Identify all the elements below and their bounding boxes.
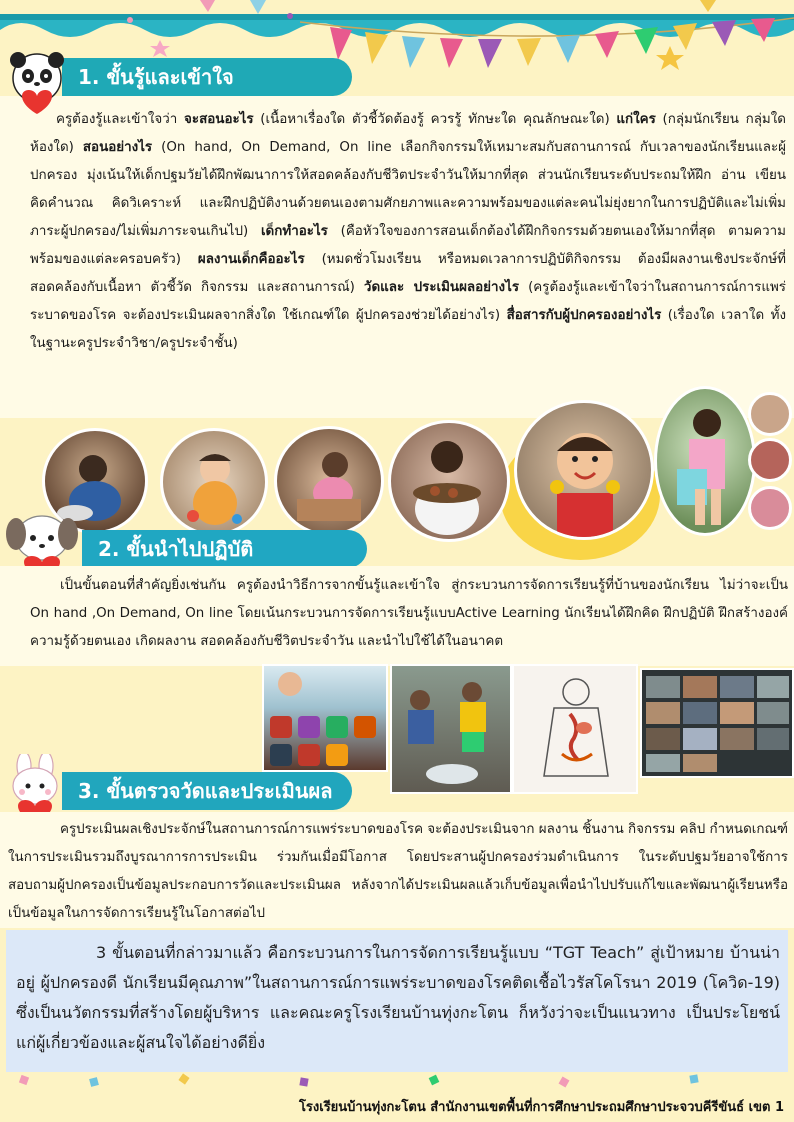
footer-school-name: โรงเรียนบ้านทุ่งกะโตน สำนักงานเขตพื้นที่การศึกษาประถมศึกษาประจวบคีรีขันธ์ เขต 1 [298,1100,784,1115]
keyword-communicate-parents: สื่อสารกับผู้ปกครองอย่างไร [506,308,662,323]
section-2-paragraph [30,572,788,656]
text-run: ครูต้องรู้และเข้าใจว่า [56,112,185,127]
text-run: (กลุ่มนักเรียน กลุ่มใด ห้องใด) [30,112,786,155]
girl-cooking-photo [388,420,510,542]
text-run: (On hand, On Demand, On line เลือกกิจกรรมให้เหมาะสมกับสถานการณ์ กับเวลาของนักเรียนและผู้ปกครอง มุ่งเน้นให้เด็กปฐมวัยได้ฝึกพัฒนาการให้สอดคล้องกับชีวิตประจำวันให้มากที่สุด ส่วนนักเรียนระดับประถมให้ฝึก อ่าน เขียน คิดคำนวณ คิดวิเคราะห์ และฝึกปฏิบัติงานด้วยตนเองตามศักยภาพและความพร้อมของแต่ละคนไม่ยุ่งยากในการปฏิบัติและไม่เพิ่มภาระผู้ปกครอง/ไม่เพิ่มภาระจนเกินไป) [30,140,786,239]
keyword-assessment: วัดและ ประเมินผลอย่างไร [363,280,520,295]
child-small-photo-2 [748,438,792,482]
section-3-header [62,772,352,810]
text-run: (ครูต้องรู้และเข้าใจว่าในสถานการณ์การแพร่ระบาดของโรค จะต้องประเมินผลจากสิ่งใด ใช้เกณฑ์ใด ผู้ปกครองช่วยได้อย่างไร) [30,280,786,323]
keyword-how-to-teach: สอนอย่างไร [82,140,153,155]
section-1-header [62,58,352,96]
text-run: (คือหัวใจของการสอนเด็กต้องได้ฝึกกิจกรรมด้วยตนเองให้มากที่สุด ตามความพร้อมของแต่ละครอบครัว) [30,224,786,267]
child-small-photo-1 [748,392,792,436]
text-run: เป็นขั้นตอนที่สำคัญยิ่งเช่นกัน ครูต้องนำวิธีการจากขั้นรู้และเข้าใจ สู่กระบวนการจัดการเรียนรู้ที่บ้านของนักเรียน ไม่ว่าจะเป็น On hand ,On Demand, On line โดยเน้นกระบวนการจัดการเรียนรู้แบบActive Learning นักเรียนได้ฝึกคิด ฝึกปฏิบัติ ฝึกสร้างองค์ความรู้ด้วยตนเอง เกิดผลงาน สอดคล้องกับชีวิตประจำวัน และนำไปใช้ได้ในอนาคต [30,578,788,649]
keyword-what-to-teach: จะสอนอะไร [184,112,254,127]
toddler-playing-photo [160,428,268,536]
online-class-screen-photo [640,668,794,778]
child-writing-photo [274,426,384,536]
keyword-to-whom: แก่ใคร [616,112,656,127]
section-1-title: 1. ขั้นรู้และเข้าใจ [78,65,234,89]
text-run: (เนื้อหาเรื่องใด ตัวชี้วัดต้องรู้ ควรรู้ ทักษะใด คุณลักษณะใด) [253,112,617,127]
text-run: ครูประเมินผลเชิงประจักษ์ในสถานการณ์การแพร่ระบาดของโรค จะต้องประเมินจาก ผลงาน ชิ้นงาน กิจกรรม คลิป กำหนดเกณฑ์ในการประเมินรวมถึงบูรณาการการประเมิน ร่วมกันเมื่อมีโอกาส โดยประสานผู้ปกครองร่วมดำเนินการ ในระดับปฐมวัยอาจใช้การสอบถามผู้ปกครองเป็นข้อมูลประกอบการวัดและประเมินผล หลังจากได้ประเมินผลแล้วเก็บข้อมูลเพื่อนำไปปรับแก้ไขและพัฒนาผู้เรียนหรือเป็นข้อมูลในการจัดการเรียนรู้ในโอกาสต่อไป [8,822,788,921]
section-2-header [82,530,367,568]
keyword-what-child-does: เด็กทำอะไร [260,224,328,239]
bottom-confetti-strip [0,1072,794,1090]
summary-box [6,930,788,1082]
section-2-title: 2. ขั้นนำไปปฏิบัติ [98,537,254,561]
section-3-title: 3. ขั้นตรวจวัดและประเมินผล [78,779,333,803]
text-run: (เรื่องใด เวลาใด ทั้งในฐานะครูประจำวิชา/ครูประจำชั้น) [30,308,786,351]
human-body-diagram-photo [512,664,638,794]
section-3-paragraph [8,816,788,928]
child-small-photo-3 [748,486,792,530]
keyword-child-output: ผลงานเด็กคืออะไร [197,252,305,267]
text-run: (หมดชั่วโมงเรียน หรือหมดเวลาการปฏิบัติกิจกรรม ต้องมีผลงานเชิงประจักษ์ที่สอดคล้องกับเนื้อหา ตัวชี้วัด กิจกรรม และสถานการณ์) [30,252,786,295]
section-1-paragraph [30,106,786,358]
summary-text: 3 ขั้นตอนที่กล่าวมาแล้ว คือกระบวนการในการจัดการเรียนรู้แบบ “TGT Teach” สู่เป้าหมาย บ้านน่าอยู่ ผู้ปกครองดี นักเรียนมีคุณภาพ”ในสถานการณ์การแพร่ระบาดของโรคติดเชื้อไวรัสโคโรนา 2019 (โควิด-19) ซึ่งเป็นนวัตกรรมที่สร้างโดยผู้บริหาร และคณะครูโรงเรียนบ้านทุ่งกะโตน ก็หวังว่าจะเป็นแนวทาง เป็นประโยชน์แก่ผู้เกี่ยวข้องและผู้สนใจได้อย่างดียิ่ง [16,943,780,1052]
family-washing-photo [390,664,512,794]
boy-showing-craft-photo [514,400,654,540]
girl-with-bag-photo [654,386,756,536]
paint-jars-photo [262,664,388,772]
